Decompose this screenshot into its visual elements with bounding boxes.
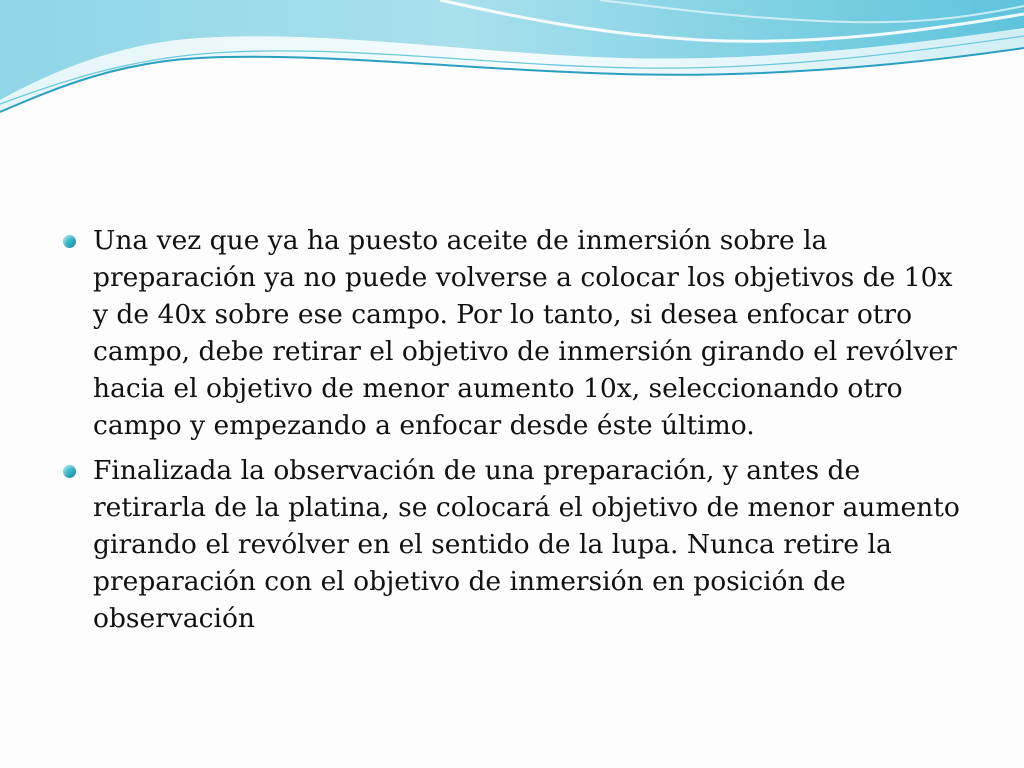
wave-header-decoration <box>0 0 1024 130</box>
bullet-dot-icon <box>63 465 76 478</box>
bullet-list <box>60 222 970 637</box>
bullet-dot-icon <box>63 235 76 248</box>
bullet-item-2 <box>60 452 970 637</box>
bullet-text: Una vez que ya ha puesto aceite de inmersión sobre la preparación ya no puede volverse a colocar los objetivos de 10x y de 40x sobre ese campo. Por lo tanto, si desea enfocar otro campo, debe retirar el objetivo de inmersión girando el revólver hacia el objetivo de menor aumento 10x, seleccionando otro campo y empezando a enfocar desde éste último. <box>93 225 957 441</box>
bullet-item-1 <box>60 222 970 444</box>
slide-body <box>60 222 970 645</box>
bullet-text: Finalizada la observación de una preparación, y antes de retirarla de la platina, se colocará el objetivo de menor aumento girando el revólver en el sentido de la lupa. Nunca retire la preparación con el objetivo de inmersión en posición de observación <box>93 455 960 634</box>
